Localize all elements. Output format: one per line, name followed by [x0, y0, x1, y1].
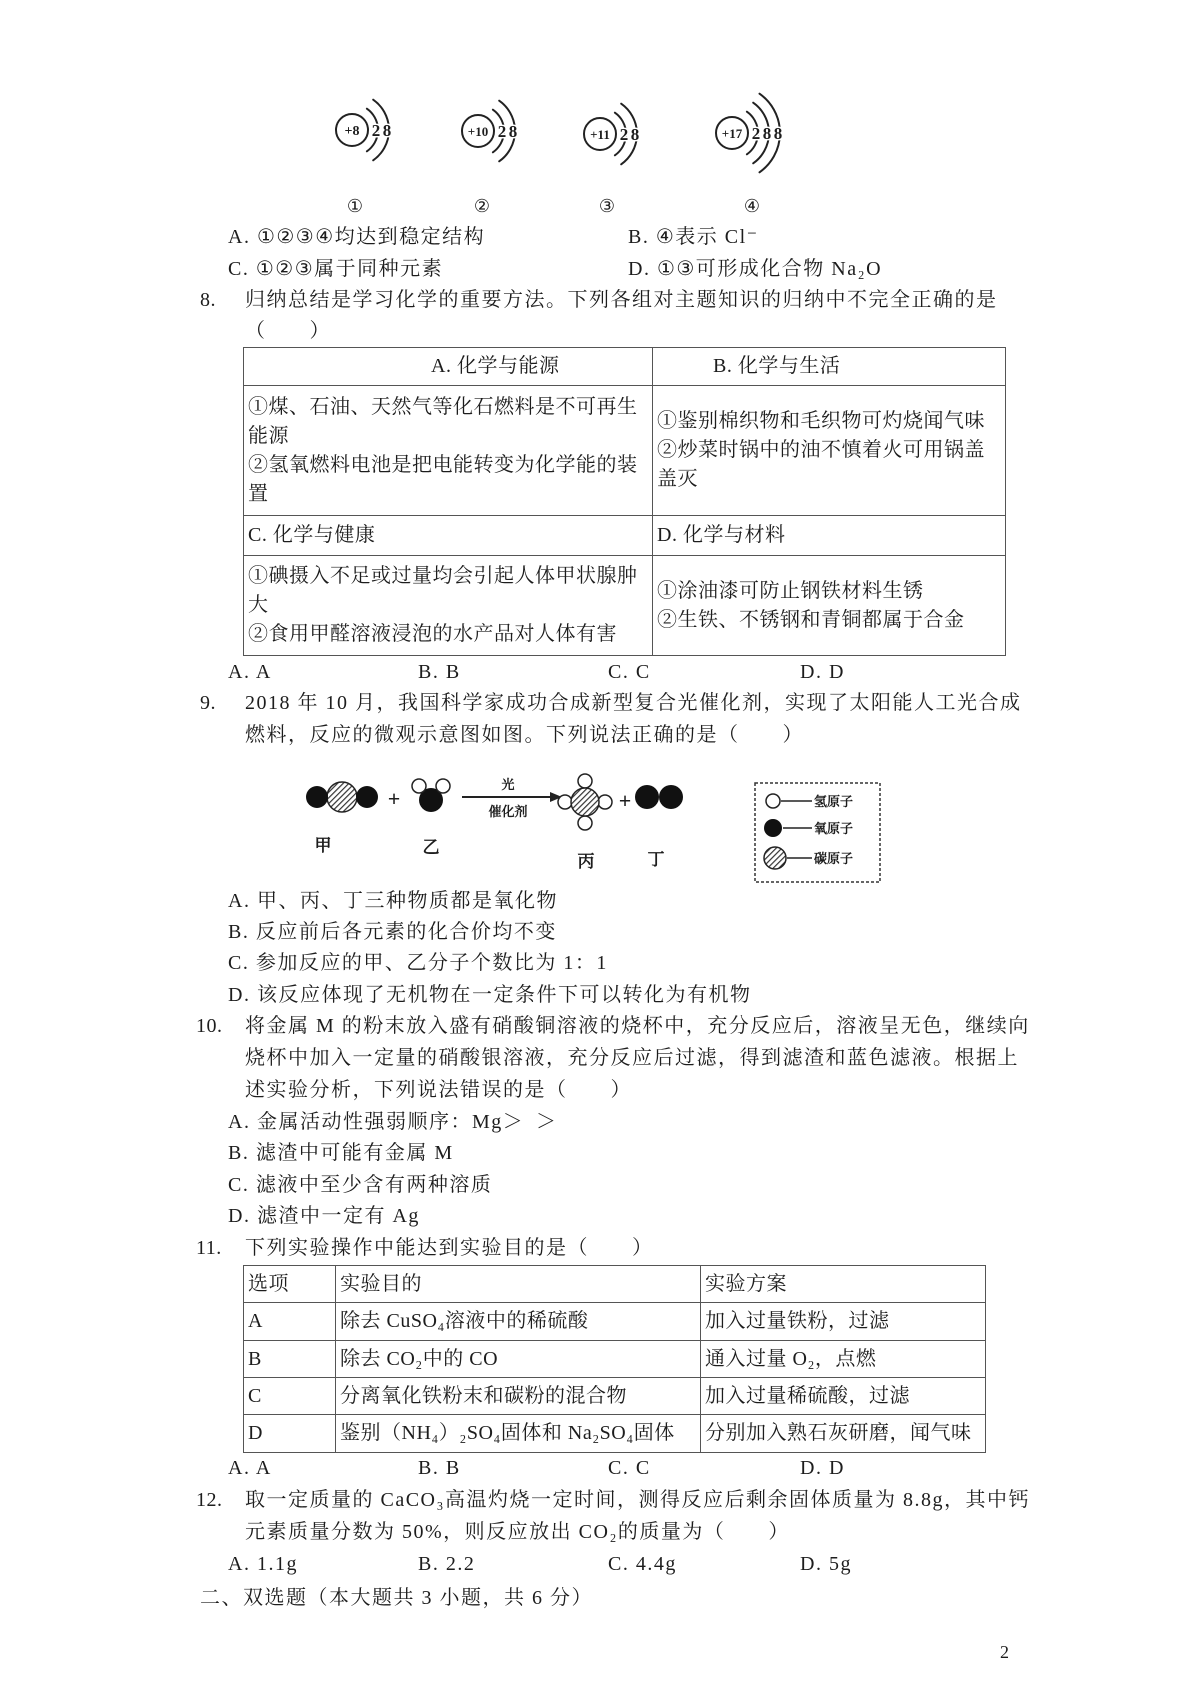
q12-option-d: D. 5g: [800, 1553, 852, 1575]
cell-line: ②炒菜时锅中的油不慎着火可用锅盖: [657, 439, 985, 461]
molecule-ding: [635, 785, 683, 809]
table-header-cell: [653, 516, 1006, 556]
shell-electrons: 8: [382, 121, 392, 140]
table-header-cell: [244, 348, 653, 386]
q8-summary-table: [243, 347, 1006, 656]
shell-electrons: 8: [762, 124, 772, 143]
q10-option-d: D. 滤渣中一定有 Ag: [228, 1205, 420, 1227]
molecule-label-bing: 丙: [577, 852, 595, 871]
q11-number: 11.: [196, 1237, 222, 1259]
shell-electrons: 8: [508, 122, 518, 141]
atom-label: ②: [473, 196, 491, 216]
cell-line: ①涂油漆可防止钢铁材料生锈: [657, 579, 924, 602]
q10-stem-line: 述实验分析，下列说法错误的是（ ）: [245, 1079, 632, 1101]
table-cell: 鉴别（NH₄）₂SO₄固体和 Na₂SO₄固体: [336, 1415, 701, 1453]
q9-option-b: B. 反应前后各元素的化合价均不变: [228, 921, 557, 943]
q10-option-b: B. 滤渣中可能有金属 M: [228, 1142, 454, 1164]
table-cell: 通入过量 O₂，点燃: [701, 1341, 986, 1378]
nucleus-charge: +11: [590, 127, 610, 142]
shell-electrons: 2: [497, 122, 507, 141]
table-cell: B: [244, 1341, 336, 1378]
q9-number: 9.: [200, 692, 216, 714]
cell-line: ①煤、石油、天然气等化石燃料是不可再生: [248, 395, 638, 418]
table-cell: [244, 386, 653, 516]
q12-stem-line: 元素质量分数为 50%，则反应放出 CO₂的质量为（ ）: [245, 1521, 790, 1543]
table-row: [244, 1341, 986, 1378]
legend-hydrogen: 氢原子: [814, 794, 854, 809]
q10-number: 10.: [196, 1015, 223, 1037]
category-title: B. 化学与生活: [713, 355, 841, 377]
shell-electrons: 8: [773, 124, 783, 143]
reaction-arrow: [462, 792, 562, 802]
cell-line: ②生铁、不锈钢和青铜都属于合金: [657, 608, 965, 631]
plus-sign: +: [618, 788, 632, 813]
q11-option-d: D. D: [800, 1457, 845, 1479]
table-cell: 加入过量稀硫酸，过滤: [701, 1378, 986, 1415]
q12-number: 12.: [196, 1489, 223, 1511]
q10-option-a: A. 金属活动性强弱顺序：Mg＞: [228, 1111, 525, 1133]
table-cell: 分离氧化铁粉末和碳粉的混合物: [336, 1378, 701, 1415]
table-cell: 除去 CO₂中的 CO: [336, 1341, 701, 1378]
q11-experiment-table: [243, 1265, 986, 1453]
shell-electrons: 2: [619, 125, 629, 144]
molecule-yi: [412, 779, 450, 812]
category-title: D. 化学与材料: [657, 524, 786, 546]
plus-sign: +: [387, 786, 401, 811]
q10-option-a-tail: ＞: [536, 1111, 558, 1133]
reaction-micro-diagram: [0, 740, 1200, 900]
cell-line: ①碘摄入不足或过量均会引起人体甲状腺肿: [248, 565, 638, 587]
molecule-bing: [558, 774, 612, 830]
cell-line: 置: [248, 482, 269, 505]
cell-line: ②食用甲醛溶液浸泡的水产品对人体有害: [248, 623, 617, 645]
q8-number: 8.: [200, 289, 216, 311]
q9-stem-line: 燃料，反应的微观示意图如图。下列说法正确的是（ ）: [245, 724, 804, 746]
page-number: 2: [1000, 1642, 1009, 1662]
table-header-cell: 选项: [244, 1266, 336, 1303]
molecule-label-jia: 甲: [314, 836, 332, 855]
table-header-cell: [653, 348, 1006, 386]
q8-stem-line: 归纳总结是学习化学的重要方法。下列各组对主题知识的归纳中不完全正确的是: [245, 289, 998, 311]
legend-carbon: 碳原子: [814, 851, 854, 866]
table-cell: [244, 556, 653, 656]
atom-structure-diagrams: [0, 0, 1200, 230]
molecule-jia: [306, 782, 378, 812]
table-row: [244, 1415, 986, 1453]
cell-line: 大: [248, 594, 269, 616]
q10-stem-line: 烧杯中加入一定量的硝酸银溶液，充分反应后过滤，得到滤渣和蓝色滤液。根据上: [245, 1047, 1019, 1069]
legend-oxygen: 氧原子: [814, 821, 854, 836]
cell-line: ②氢氧燃料电池是把电能转变为化学能的装: [248, 453, 638, 476]
table-row: [244, 1378, 986, 1415]
q12-option-c: C. 4.4g: [608, 1553, 677, 1575]
table-header-cell: 实验方案: [701, 1266, 986, 1303]
table-header-cell: [244, 516, 653, 556]
q7-option-b: B. ④表示 Cl⁻: [628, 226, 759, 248]
category-title: A. 化学与能源: [431, 355, 560, 377]
q9-stem-line: 2018 年 10 月，我国科学家成功合成新型复合光催化剂，实现了太阳能人工光合成: [245, 692, 1022, 714]
q12-option-b: B. 2.2: [418, 1553, 476, 1575]
q8-option-a: A. A: [228, 661, 272, 683]
q10-stem-line: 将金属 M 的粉末放入盛有硝酸铜溶液的烧杯中，充分反应后，溶液呈无色，继续向: [245, 1015, 1030, 1037]
cell-line: 能源: [248, 424, 289, 447]
q8-option-c: C. C: [608, 661, 651, 683]
q11-stem-line: 下列实验操作中能达到实验目的是（ ）: [245, 1237, 654, 1259]
atom-label: ①: [346, 196, 364, 216]
shell-electrons: 2: [371, 121, 381, 140]
shell-electrons: 8: [630, 125, 640, 144]
table-row: [244, 1303, 986, 1341]
table-cell: [653, 386, 1006, 516]
q8-option-b: B. B: [418, 661, 461, 683]
q11-option-a: A. A: [228, 1457, 272, 1479]
table-cell: D: [244, 1415, 336, 1453]
q9-option-a: A. 甲、丙、丁三种物质都是氧化物: [228, 890, 558, 912]
table-cell: [653, 556, 1006, 656]
table-cell: C: [244, 1378, 336, 1415]
table-cell: 除去 CuSO₄溶液中的稀硫酸: [336, 1303, 701, 1341]
q12-stem-line: 取一定质量的 CaCO₃高温灼烧一定时间，测得反应后剩余固体质量为 8.8g，其中钙: [245, 1489, 1030, 1511]
atom-diagram-4: [722, 124, 782, 216]
shell-electrons: 2: [751, 124, 761, 143]
q9-option-c: C. 参加反应的甲、乙分子个数比为 1：1: [228, 952, 608, 974]
table-cell: 分别加入熟石灰研磨，闻气味: [701, 1415, 986, 1453]
molecule-label-ding: 丁: [647, 850, 665, 869]
table-header-cell: 实验目的: [336, 1266, 701, 1303]
q8-option-d: D. D: [800, 661, 845, 683]
nucleus-charge: +10: [467, 124, 489, 139]
nucleus-charge: +8: [344, 124, 360, 139]
q7-option-a: A. ①②③④均达到稳定结构: [228, 226, 486, 248]
nucleus-charge: +17: [721, 126, 743, 141]
table-cell: 加入过量铁粉，过滤: [701, 1303, 986, 1341]
q12-option-a: A. 1.1g: [228, 1553, 298, 1575]
table-cell: A: [244, 1303, 336, 1341]
q10-option-c: C. 滤液中至少含有两种溶质: [228, 1174, 493, 1196]
atom-label: ④: [743, 196, 761, 216]
section-heading: 二、双选题（本大题共 3 小题，共 6 分）: [200, 1587, 593, 1609]
cell-line: ①鉴别棉织物和毛织物可灼烧闻气味: [657, 410, 985, 432]
q11-option-c: C. C: [608, 1457, 651, 1479]
q8-stem-line: （ ）: [245, 320, 331, 342]
q11-option-b: B. B: [418, 1457, 461, 1479]
arrow-condition-light: 光: [501, 777, 515, 792]
atom-label: ③: [598, 196, 616, 216]
arrow-condition-catalyst: 催化剂: [488, 804, 528, 819]
q7-option-c: C. ①②③属于同种元素: [228, 258, 444, 280]
category-title: C. 化学与健康: [248, 524, 376, 546]
q7-option-d: D. ①③可形成化合物 Na₂O: [628, 258, 883, 280]
cell-line: 盖灭: [657, 468, 698, 490]
molecule-label-yi: 乙: [422, 838, 440, 857]
q9-option-d: D. 该反应体现了无机物在一定条件下可以转化为有机物: [228, 984, 752, 1006]
